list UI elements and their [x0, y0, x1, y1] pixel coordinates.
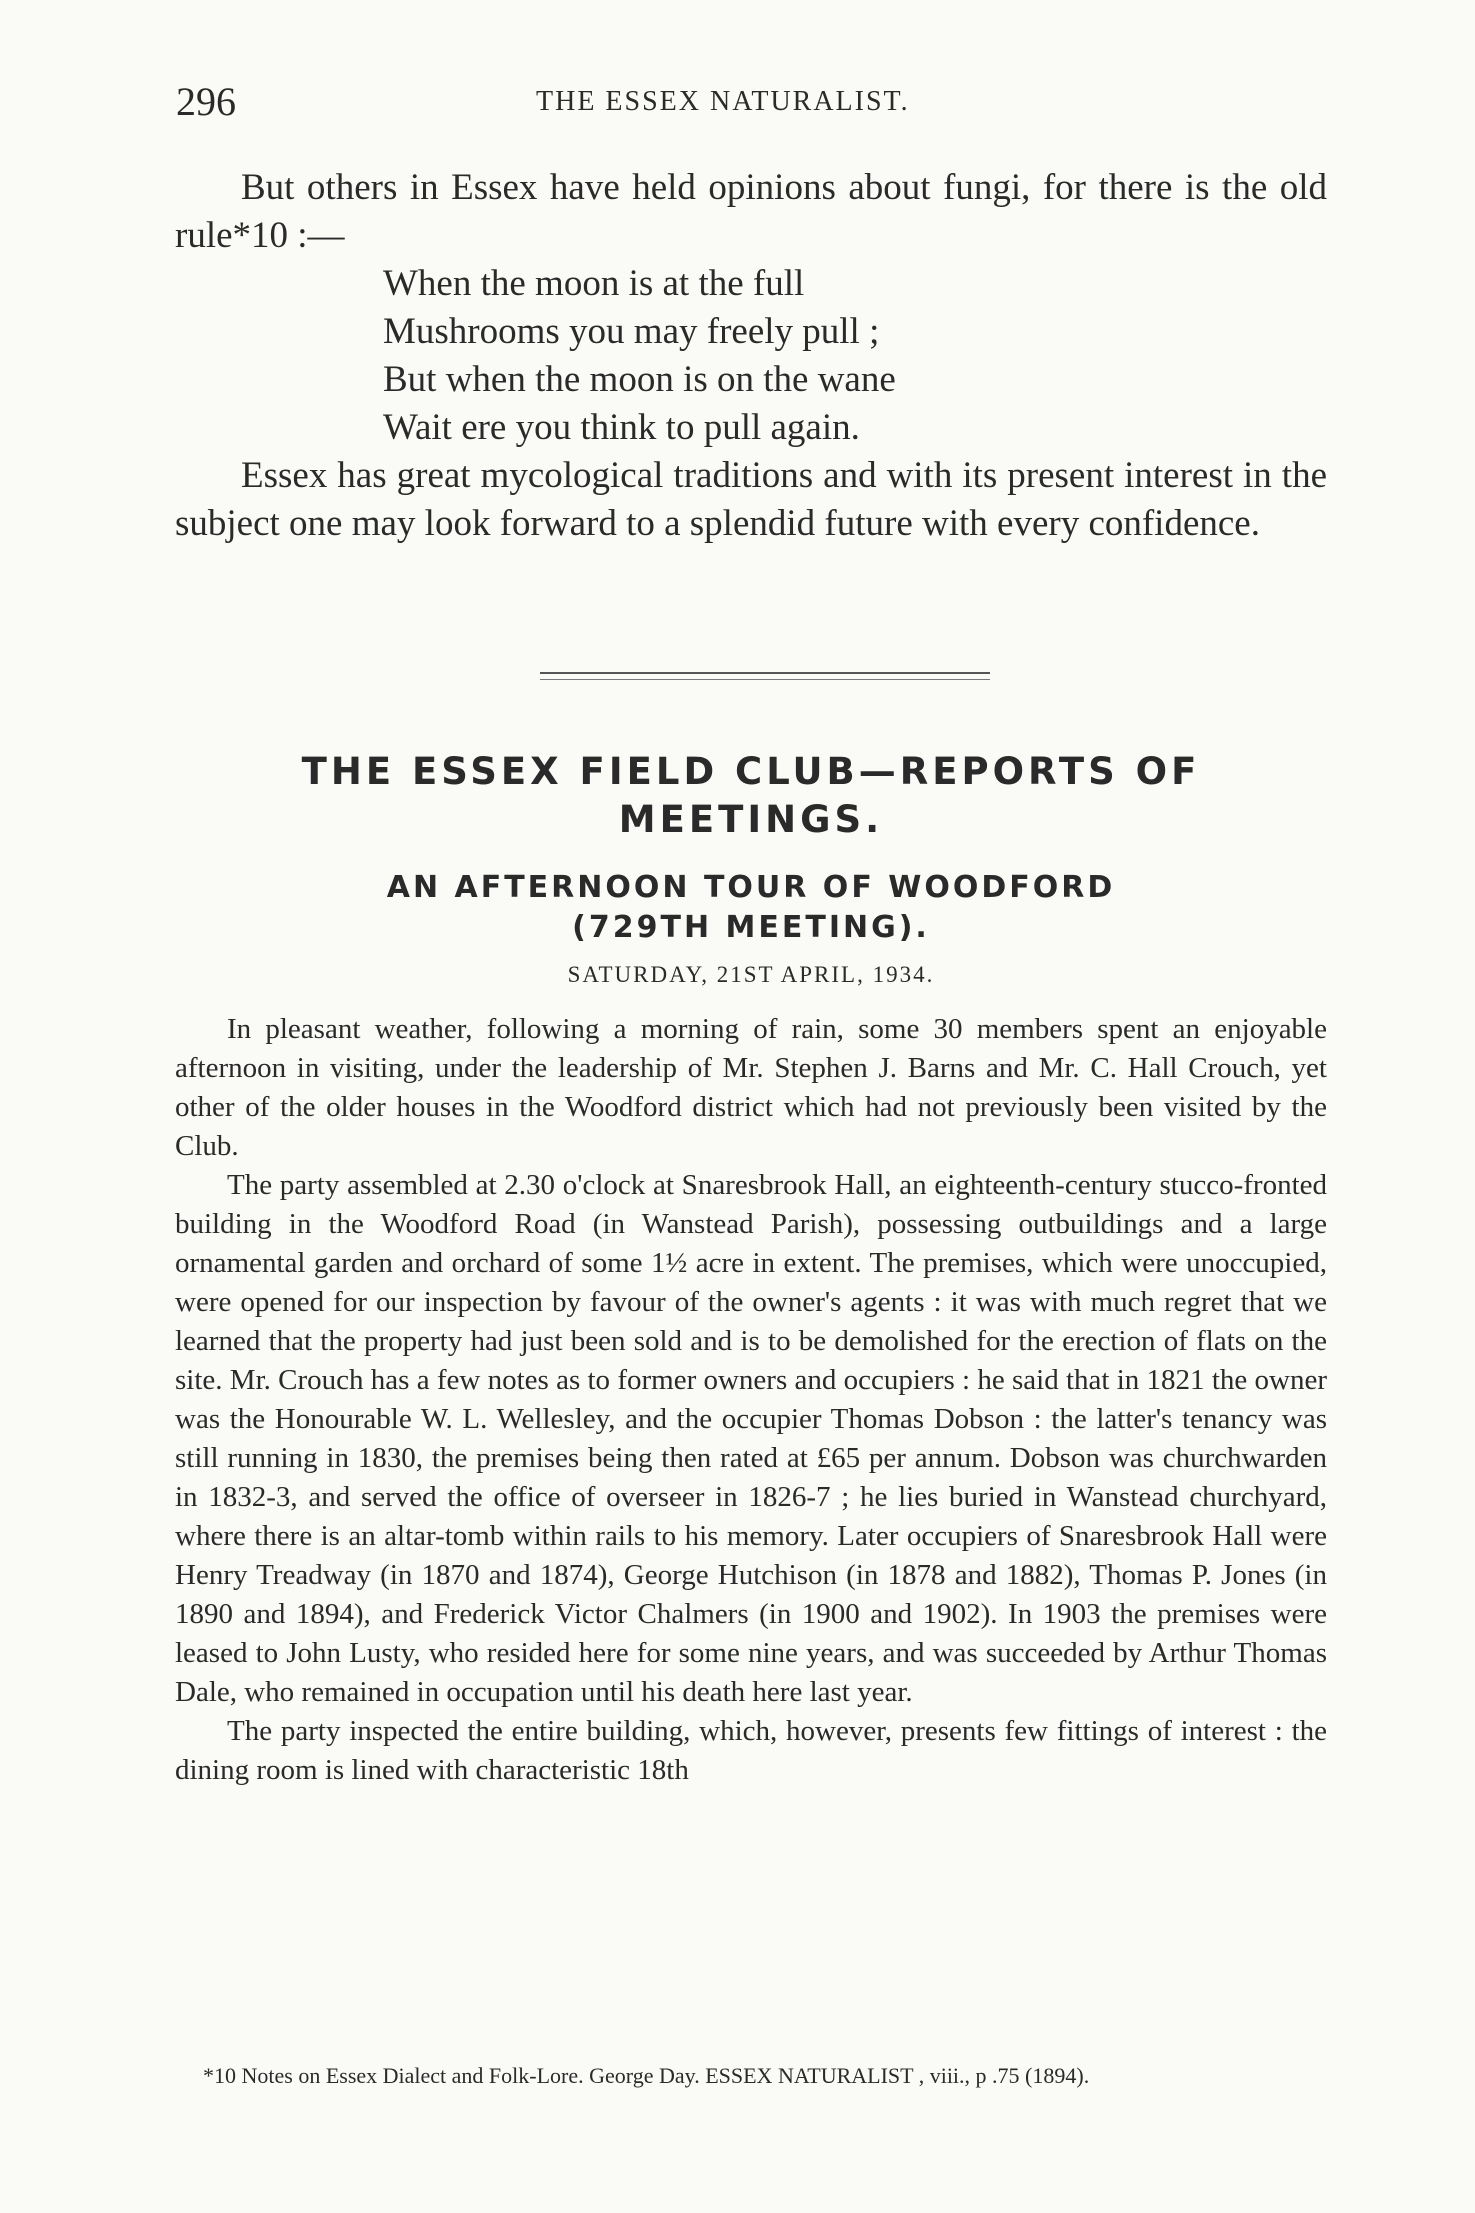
meeting-title-line: AN AFTERNOON TOUR OF WOODFORD — [386, 870, 1116, 905]
closing-paragraph: Essex has great mycological traditions and with its present interest in the subject one may look forward to a splendid future with every confidence. — [175, 455, 1327, 544]
intro-paragraph: But others in Essex have held opinions about fungi, for there is the old rule*10 :— — [175, 167, 1327, 256]
verse-line: Wait ere you think to pull again. — [383, 407, 860, 448]
meeting-title — [175, 868, 1327, 948]
report-paragraph: The party inspected the entire building, which, however, presents few fittings of interest : the dining room is lined with characteristic 18th — [175, 1715, 1327, 1786]
verse-line: Mushrooms you may freely pull ; — [383, 311, 880, 352]
meeting-number: (729TH MEETING). — [572, 910, 930, 945]
verse — [383, 260, 1327, 452]
report-paragraph: The party assembled at 2.30 o'clock at Snaresbrook Hall, an eighteenth-century stucco-fronted building in the Woodford Road (in Wanstead Parish), possessing outbuildings and a large ornamental garden and orchard of some 1½ acre in extent. The premises, which were unoccupied, were opened for our inspection by favour of the owner's agents : it was with much regret that we learned that the property had just been sold and is to be demolished for the erection of flats on the site. Mr. Crouch has a few notes as to former owners and occupiers : he said that in 1821 the owner was the Honourable W. L. Wellesley, and the occupier Thomas Dobson : the latter's tenancy was still running in 1830, the premises being then rated at £65 per annum. Dobson was churchwarden in 1832-3, and served the office of overseer in 1826-7 ; he lies buried in Wanstead churchyard, where there is an altar-tomb within rails to his memory. Later occupiers of Snaresbrook Hall were Henry Treadway (in 1870 and 1874), George Hutchison (in 1878 and 1882), Thomas P. Jones (in 1890 and 1894), and Frederick Victor Chalmers (in 1900 and 1902). In 1903 the premises were leased to John Lusty, who resided here for some nine years, and was succeeded by Arthur Thomas Dale, who remained in occupation until his death here last year. — [175, 1169, 1327, 1708]
meeting-date: SATURDAY, 21ST APRIL, 1934. — [567, 962, 935, 987]
verse-line: When the moon is at the full — [383, 263, 805, 304]
verse-line: But when the moon is on the wane — [383, 359, 896, 400]
report-paragraph: In pleasant weather, following a morning of rain, some 30 members spent an enjoyable afternoon in visiting, under the leadership of Mr. Stephen J. Barns and Mr. C. Hall Crouch, yet other of the older houses in the Woodford district which had not previously been visited by the Club. — [175, 1013, 1327, 1162]
intro-text — [175, 164, 1327, 548]
running-head — [176, 78, 1326, 128]
report-body — [175, 1010, 1327, 1790]
footnote-text: *10 Notes on Essex Dialect and Folk-Lore. George Day. ESSEX NATURALIST , viii., p .75 (1894). — [203, 2063, 1090, 2088]
section-title: THE ESSEX FIELD CLUB—REPORTS OF MEETINGS. — [301, 750, 1201, 841]
footnote — [175, 2060, 1327, 2092]
section-divider — [540, 672, 990, 680]
journal-title: THE ESSEX NATURALIST. — [536, 86, 910, 117]
page-number: 296 — [176, 79, 236, 124]
